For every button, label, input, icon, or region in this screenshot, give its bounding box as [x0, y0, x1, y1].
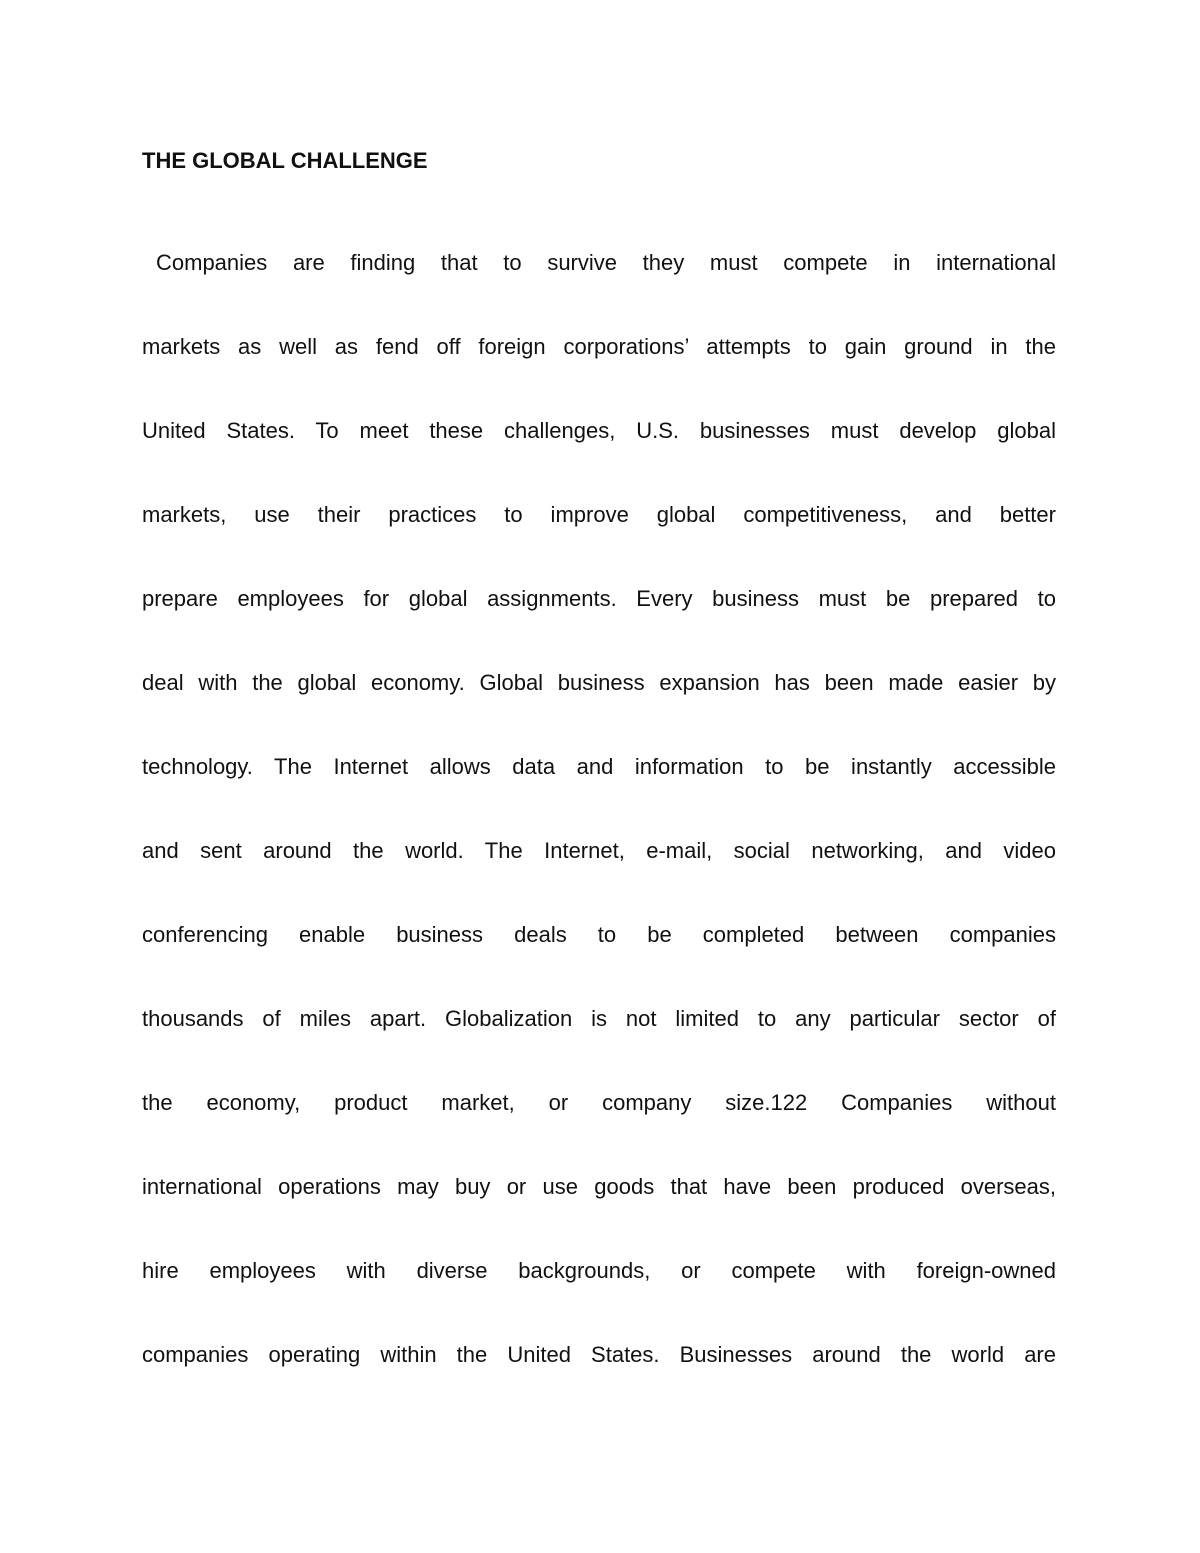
paragraph-line: conferencing enable business deals to be completed between companies	[142, 922, 1056, 947]
paragraph-line: markets, use their practices to improve global competitiveness, and better	[142, 502, 1056, 527]
paragraph-line: the economy, product market, or company size.122 Companies without	[142, 1090, 1056, 1115]
paragraph-line: prepare employees for global assignments. Every business must be prepared to	[142, 586, 1056, 611]
paragraph-line: thousands of miles apart. Globalization is not limited to any particular sector of	[142, 1006, 1056, 1031]
paragraph-line: hire employees with diverse backgrounds, or compete with foreign-owned	[142, 1258, 1056, 1283]
body-paragraph	[142, 248, 1056, 1424]
paragraph-line: technology. The Internet allows data and information to be instantly accessible	[142, 754, 1056, 779]
document-title: THE GLOBAL CHALLENGE	[142, 148, 428, 173]
paragraph-line: United States. To meet these challenges, U.S. businesses must develop global	[142, 418, 1056, 443]
paragraph-line: deal with the global economy. Global business expansion has been made easier by	[142, 670, 1056, 695]
paragraph-line: Companies are finding that to survive they must compete in international	[156, 250, 1056, 275]
paragraph-line: international operations may buy or use goods that have been produced overseas,	[142, 1174, 1056, 1199]
paragraph-line: companies operating within the United States. Businesses around the world are	[142, 1342, 1056, 1367]
paragraph-line: markets as well as fend off foreign corporations’ attempts to gain ground in the	[142, 334, 1056, 359]
paragraph-line: and sent around the world. The Internet, e-mail, social networking, and video	[142, 838, 1056, 863]
